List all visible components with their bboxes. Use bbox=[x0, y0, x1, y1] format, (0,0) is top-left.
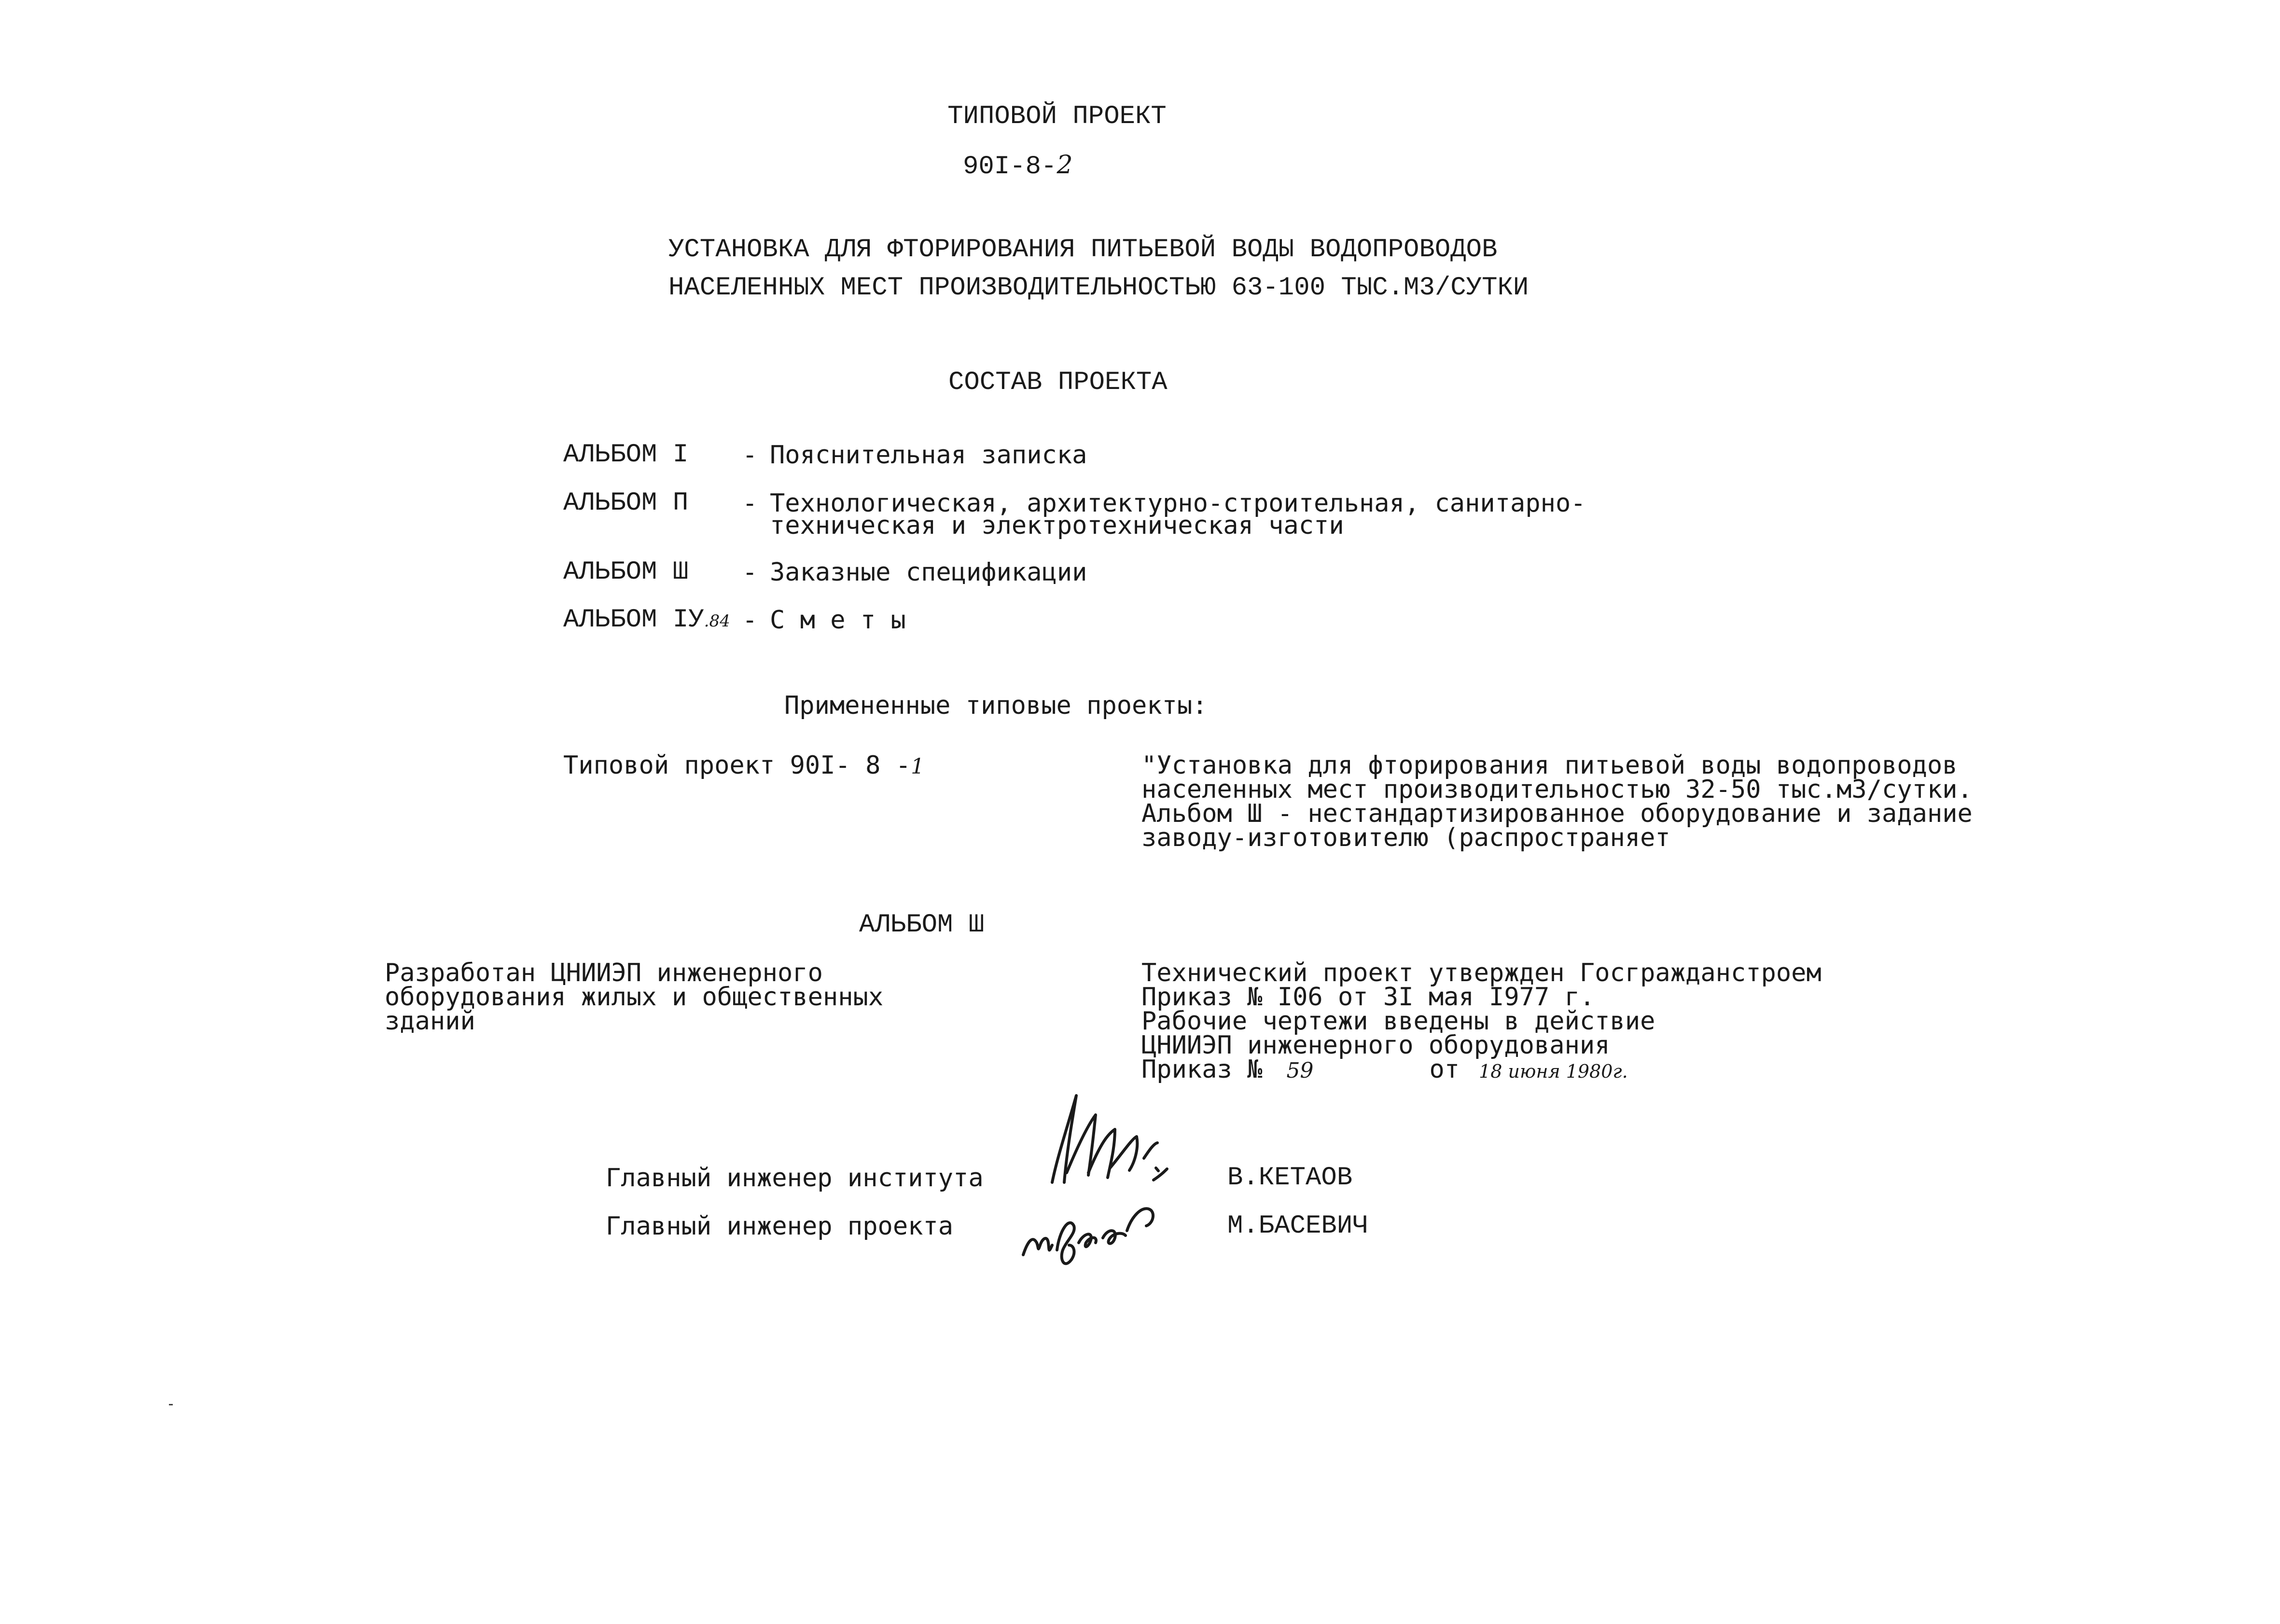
approval-line-1: Технический проект утвержден Госгражданстроем bbox=[1141, 958, 1821, 987]
composition-title: СОСТАВ ПРОЕКТА bbox=[948, 368, 1168, 397]
album-4-name: АЛЬБОМ IУ.84 bbox=[563, 605, 730, 635]
applied-project-ref-handwritten: 1 bbox=[911, 754, 925, 779]
signature-role-project: Главный инженер проекта bbox=[606, 1212, 954, 1241]
applied-desc-line-3: Альбом Ш - нестандартизированное оборудование и задание bbox=[1141, 799, 1973, 828]
album-1-name: АЛЬБОМ I bbox=[563, 440, 689, 470]
signature-name-institute: В.КЕТАОВ bbox=[1227, 1163, 1353, 1193]
order-date-handwritten: 18 июня 1980г. bbox=[1479, 1061, 1628, 1082]
approval-line-3: Рабочие чертежи введены в действие bbox=[1141, 1007, 1655, 1036]
subject-line-2: НАСЕЛЕННЫХ МЕСТ ПРОИЗВОДИТЕЛЬНОСТЬЮ 63-100 ТЫС.М3/СУТКИ bbox=[668, 273, 1529, 303]
approval-order: Приказ № 59 от 18 июня 1980г. bbox=[1141, 1055, 1628, 1084]
album-4-desc: С м е т ы bbox=[770, 606, 906, 635]
album-2-name: АЛЬБОМ П bbox=[563, 488, 689, 518]
developer-line-3: зданий bbox=[385, 1007, 475, 1036]
developer-line-2: оборудования жилых и общественных bbox=[385, 983, 884, 1012]
album-4-handwritten-note: .84 bbox=[704, 611, 730, 631]
album-3-dash: - bbox=[742, 558, 758, 587]
approval-line-2: Приказ № I06 от 3I мая I977 г. bbox=[1141, 983, 1595, 1012]
album-3-desc: Заказные спецификации bbox=[770, 558, 1087, 587]
subject-line-1: УСТАНОВКА ДЛЯ ФТОРИРОВАНИЯ ПИТЬЕВОЙ ВОДЫ ВОДОПРОВОДОВ bbox=[668, 235, 1498, 264]
approval-line-4: ЦНИИЭП инженерного оборудования bbox=[1141, 1031, 1610, 1060]
signature-project bbox=[1018, 1197, 1178, 1274]
order-number-handwritten: 59 bbox=[1286, 1058, 1314, 1083]
document-title: ТИПОВОЙ ПРОЕКТ bbox=[947, 102, 1167, 131]
developer-line-1: Разработан ЦНИИЭП инженерного bbox=[385, 958, 823, 987]
album-1-dash: - bbox=[742, 441, 758, 470]
album-1-desc: Пояснительная записка bbox=[770, 441, 1087, 470]
album-2-dash: - bbox=[742, 489, 758, 518]
album-label: АЛЬБОМ Ш bbox=[859, 910, 985, 940]
project-number-prefix: 90I-8- bbox=[963, 152, 1057, 181]
album-3-name: АЛЬБОМ Ш bbox=[563, 557, 689, 587]
signature-role-institute: Главный инженер института bbox=[606, 1164, 984, 1193]
applied-projects-title: Примененные типовые проекты: bbox=[784, 691, 1208, 720]
signature-name-project: М.БАСЕВИЧ bbox=[1227, 1211, 1368, 1241]
project-number-handwritten: 2 bbox=[1057, 151, 1073, 180]
project-number bbox=[963, 151, 1073, 181]
signature-institute bbox=[1038, 1086, 1182, 1197]
album-2-desc-line-1: Технологическая, архитектурно-строительная, санитарно- bbox=[770, 489, 1586, 518]
album-4-dash: - bbox=[742, 606, 758, 635]
applied-desc-line-4: заводу-изготовителю (распространяет bbox=[1141, 823, 1670, 852]
album-2-desc-line-2: техническая и электротехническая части bbox=[770, 511, 1344, 540]
applied-desc-line-1: "Установка для фторирования питьевой воды водопроводов bbox=[1141, 751, 1958, 780]
applied-project-ref: Типовой проект 90I- 8 -1 bbox=[563, 751, 925, 780]
applied-desc-line-2: населенных мест производительностью 32-50 тыс.м3/сутки. bbox=[1141, 775, 1973, 804]
scan-mark bbox=[169, 1404, 173, 1405]
